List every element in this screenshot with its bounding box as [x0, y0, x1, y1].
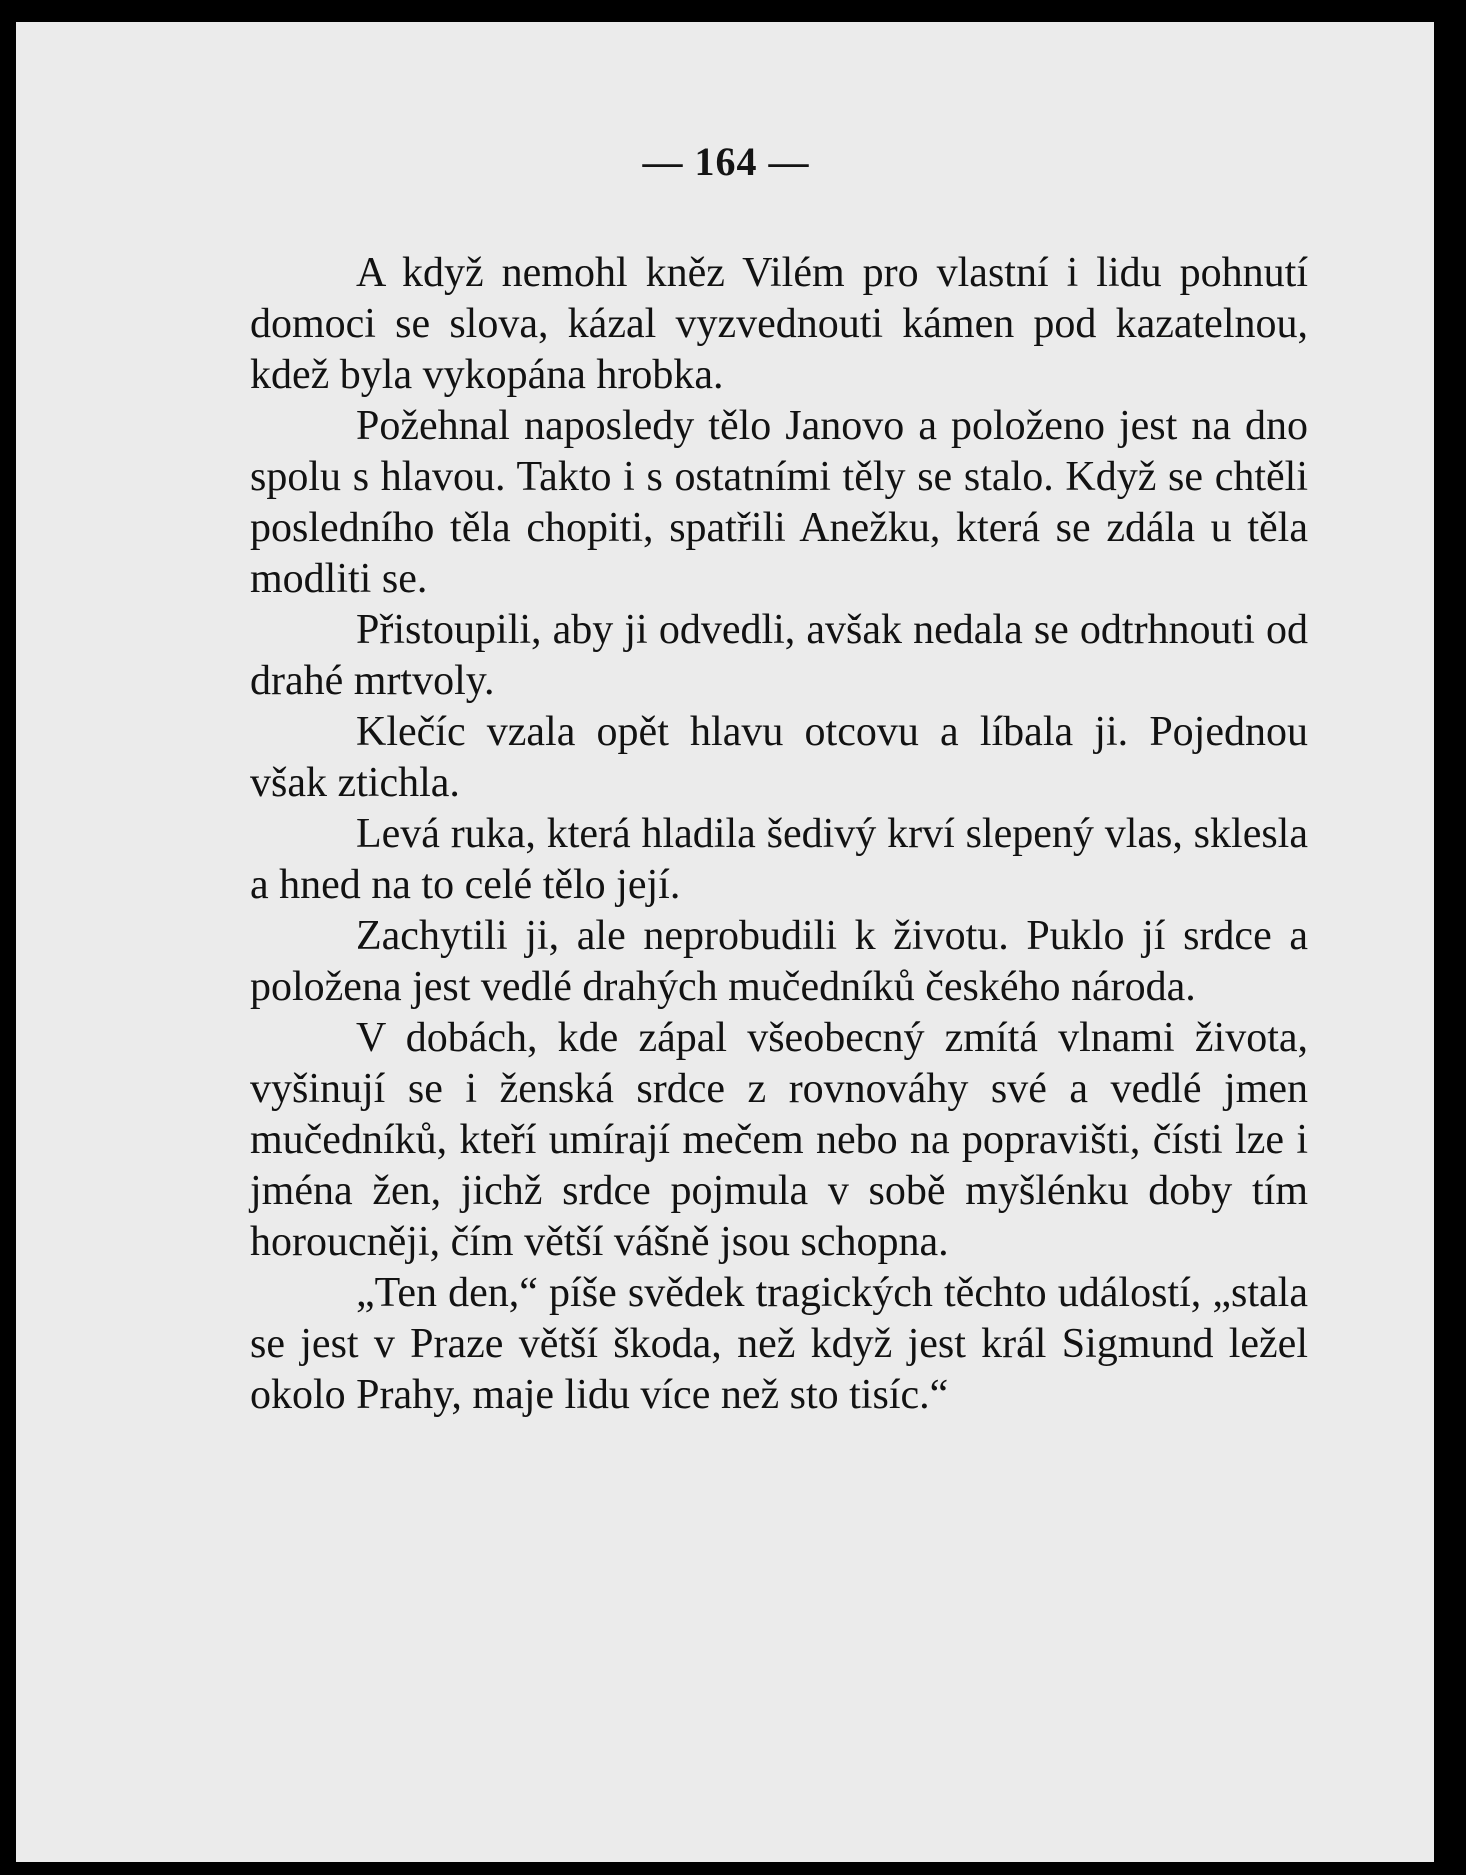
paragraph-7: V dobách, kde zápal všeobecný zmítá vlnami života, vyšinují se i ženská srdce z rovnováhy své a vedlé jmen mučedníků, kteří umírají mečem nebo na popravišti, čísti lze i jména žen, jichž srdce pojmula v sobě myšlénku doby tím horoucněji, čím větší vášně jsou schopna. [250, 1015, 1308, 1265]
paragraph-5: Levá ruka, která hladila šedivý krví slepený vlas, sklesla a hned na to celé tělo její. [250, 811, 1308, 908]
paragraph-2: Požehnal naposledy tělo Janovo a položeno jest na dno spolu s hlavou. Takto i s ostatními těly se stalo. Když se chtěli posledního těla chopiti, spatřili Anežku, která se zdála u těla modliti se. [250, 403, 1308, 602]
body-text [250, 248, 1308, 1421]
paragraph-3: Přistoupili, aby ji odvedli, avšak nedala se odtrhnouti od drahé mrtvoly. [250, 607, 1308, 704]
paragraph-6: Zachytili ji, ale neprobudili k životu. Puklo jí srdce a položena jest vedlé drahých mučedníků českého národa. [250, 913, 1308, 1010]
page-number: — 164 — [642, 139, 810, 184]
paragraph-4: Klečíc vzala opět hlavu otcovu a líbala ji. Pojednou však ztichla. [250, 709, 1308, 806]
paragraph-8: „Ten den,“ píše svědek tragických těchto událostí, „stala se jest v Praze větší škoda, než když jest král Sigmund ležel okolo Prahy, maje lidu více než sto tisíc.“ [250, 1270, 1308, 1418]
paragraph-1: A když nemohl kněz Vilém pro vlastní i lidu pohnutí domoci se slova, kázal vyzvednouti kámen pod kazatelnou, kdež byla vykopána hrobka. [250, 250, 1308, 398]
